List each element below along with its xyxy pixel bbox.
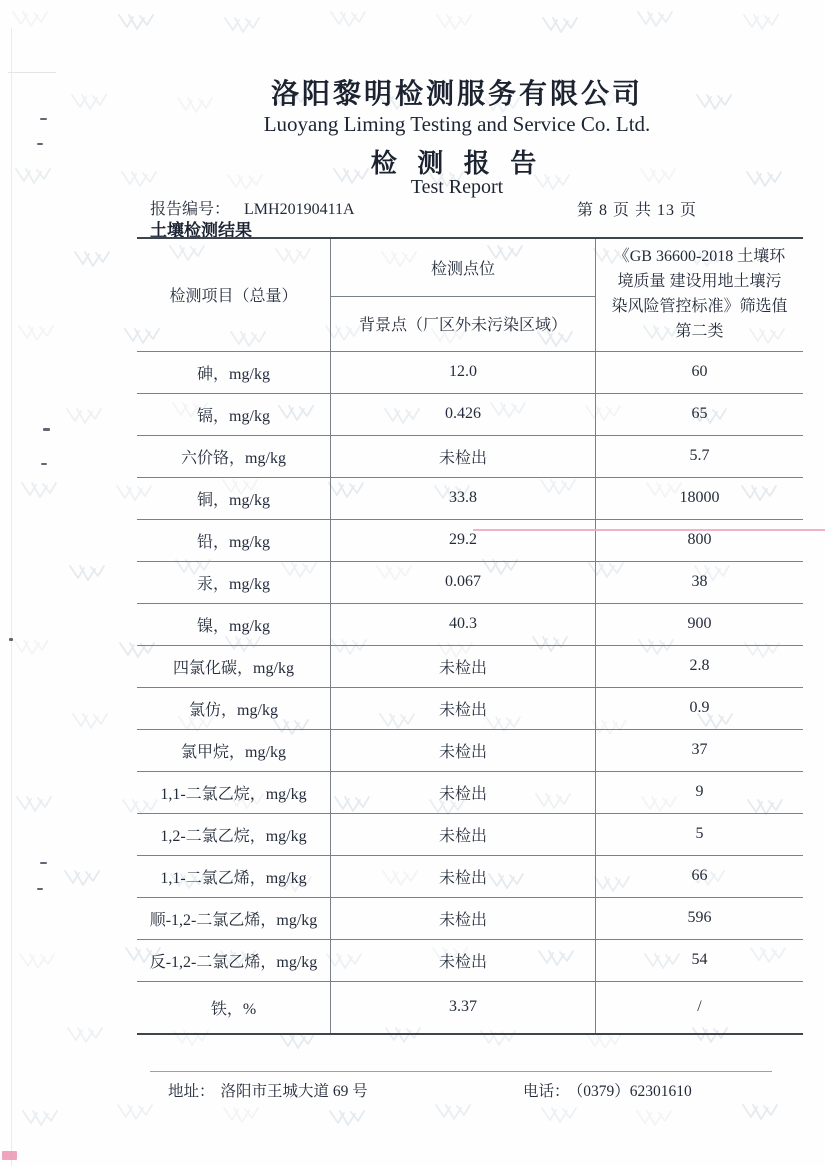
table-row [137, 435, 803, 477]
annotation-line [473, 529, 825, 531]
table-header-row-1 [137, 238, 803, 296]
standard-line: 《GB 36600-2018 土壤环 [613, 248, 786, 266]
scan-speck [43, 428, 50, 431]
footer-divider [150, 1071, 772, 1072]
cell-item: 顺-1,2-二氯乙烯，mg/kg [137, 897, 331, 939]
table-row [137, 729, 803, 771]
cell-item: 氯甲烷，mg/kg [137, 729, 331, 771]
report-number-label: 报告编号： [150, 201, 231, 218]
cell-value: 未检出 [331, 813, 596, 855]
logo-watermark-icon [20, 479, 58, 501]
table-row [137, 351, 803, 393]
report-number-value: LMH20190411A [244, 201, 355, 218]
table-row [137, 477, 803, 519]
table-row [137, 519, 803, 561]
report-title-en: Test Report [410, 176, 504, 198]
cell-value: 0.426 [331, 393, 596, 435]
cell-item: 1,2-二氯乙烷，mg/kg [137, 813, 331, 855]
cell-limit: 38 [596, 561, 804, 603]
cell-value: 未检出 [331, 939, 596, 981]
scan-speck [40, 862, 47, 864]
company-name-cn: 洛阳黎明检测服务有限公司 [270, 79, 643, 110]
logo-watermark-icon [741, 1101, 779, 1123]
logo-watermark-icon [15, 793, 53, 815]
cell-item: 汞，mg/kg [137, 561, 331, 603]
cell-value: 29.2 [331, 519, 596, 561]
logo-watermark-icon [68, 562, 106, 584]
header-cell-point: 检测点位 [331, 238, 596, 296]
cell-value: 3.37 [331, 981, 596, 1034]
scan-speck [40, 118, 47, 120]
logo-watermark-icon [70, 91, 108, 113]
cell-limit: / [596, 981, 804, 1034]
scan-edge-line [11, 28, 12, 1166]
cell-limit: 65 [596, 393, 804, 435]
cell-limit: 5 [596, 813, 804, 855]
cell-value: 未检出 [331, 771, 596, 813]
logo-watermark-icon [73, 248, 111, 270]
cell-limit: 2.8 [596, 645, 804, 687]
cell-value: 0.067 [331, 561, 596, 603]
logo-watermark-icon [435, 11, 473, 33]
cell-item: 铁，% [137, 981, 331, 1034]
cell-value: 未检出 [331, 435, 596, 477]
cell-value: 未检出 [331, 687, 596, 729]
logo-watermark-icon [223, 14, 261, 36]
logo-watermark-icon [117, 11, 155, 33]
cell-item: 砷，mg/kg [137, 351, 331, 393]
cell-limit: 5.7 [596, 435, 804, 477]
table-row [137, 981, 803, 1034]
cell-item: 1,1-二氯乙烯，mg/kg [137, 855, 331, 897]
cell-limit: 596 [596, 897, 804, 939]
cell-limit: 9 [596, 771, 804, 813]
cell-value: 33.8 [331, 477, 596, 519]
logo-watermark-icon [63, 867, 101, 889]
table-row [137, 897, 803, 939]
cell-limit: 66 [596, 855, 804, 897]
scan-speck [37, 143, 43, 145]
cell-limit: 0.9 [596, 687, 804, 729]
results-table [137, 237, 803, 1035]
cell-limit: 37 [596, 729, 804, 771]
footer-phone [523, 1079, 692, 1101]
report-title-cn: 检 测 报 告 [370, 149, 544, 178]
logo-watermark-icon [14, 165, 52, 187]
cell-item: 1,1-二氯乙烷，mg/kg [137, 771, 331, 813]
logo-watermark-icon [742, 11, 780, 33]
cell-item: 六价铬，mg/kg [137, 435, 331, 477]
logo-watermark-icon [66, 1024, 104, 1046]
standard-line: 染风险管控标准》筛选值 [611, 297, 788, 315]
logo-watermark-icon [21, 1107, 59, 1129]
cell-value: 未检出 [331, 729, 596, 771]
cell-item: 反-1,2-二氯乙烯，mg/kg [137, 939, 331, 981]
logo-watermark-icon [541, 14, 579, 36]
page-indicator: 第 8 页 共 13 页 [576, 202, 697, 219]
scan-pink-mark [2, 1151, 17, 1160]
table-row [137, 645, 803, 687]
scan-speck [41, 463, 47, 465]
cell-limit: 54 [596, 939, 804, 981]
cell-value: 未检出 [331, 897, 596, 939]
table-row [137, 771, 803, 813]
logo-watermark-icon [540, 1104, 578, 1126]
logo-watermark-icon [116, 1101, 154, 1123]
logo-watermark-icon [12, 636, 50, 658]
cell-limit: 18000 [596, 477, 804, 519]
footer-address [168, 1079, 368, 1101]
table-row [137, 393, 803, 435]
header-cell-item: 检测项目（总量） [137, 238, 331, 351]
company-name-en: Luoyang Liming Testing and Service Co. Ltd. [263, 112, 651, 136]
address-label: 地址： [168, 1083, 215, 1100]
table-row [137, 939, 803, 981]
scan-artifact-line [8, 72, 56, 73]
cell-item: 铜，mg/kg [137, 477, 331, 519]
scan-speck [37, 888, 43, 890]
cell-value: 未检出 [331, 645, 596, 687]
header-cell-background-point: 背景点（厂区外未污染区域） [331, 296, 596, 351]
logo-watermark-icon [71, 710, 109, 732]
cell-value: 40.3 [331, 603, 596, 645]
cell-item: 镉，mg/kg [137, 393, 331, 435]
cell-item: 镍，mg/kg [137, 603, 331, 645]
cell-item: 四氯化碳，mg/kg [137, 645, 331, 687]
table-row [137, 603, 803, 645]
table-row [137, 855, 803, 897]
cell-limit: 800 [596, 519, 804, 561]
cell-item: 氯仿，mg/kg [137, 687, 331, 729]
cell-value: 未检出 [331, 855, 596, 897]
logo-watermark-icon [222, 1104, 260, 1126]
cell-item: 铅，mg/kg [137, 519, 331, 561]
logo-watermark-icon [65, 405, 103, 427]
cell-limit: 900 [596, 603, 804, 645]
header-cell-standard [596, 238, 804, 351]
results-tbody [137, 238, 803, 1034]
standard-line: 境质量 建设用地土壤污 [617, 272, 782, 290]
table-row [137, 687, 803, 729]
logo-watermark-icon [636, 8, 674, 30]
logo-watermark-icon [328, 1107, 366, 1129]
table-row [137, 813, 803, 855]
logo-watermark-icon [11, 8, 49, 30]
logo-watermark-icon [17, 322, 55, 344]
logo-watermark-icon [329, 8, 367, 30]
address-value: 洛阳市王城大道 69 号 [220, 1083, 368, 1100]
phone-value: （0379）62301610 [575, 1083, 692, 1100]
phone-label: 电话： [523, 1083, 570, 1100]
table-row [137, 561, 803, 603]
section-title: 土壤检测结果 [150, 221, 252, 240]
logo-watermark-icon [635, 1107, 673, 1129]
cell-limit: 60 [596, 351, 804, 393]
logo-watermark-icon [18, 950, 56, 972]
logo-watermark-icon [434, 1101, 472, 1123]
scan-speck [9, 638, 13, 641]
cell-value: 12.0 [331, 351, 596, 393]
standard-line: 第二类 [675, 322, 724, 340]
